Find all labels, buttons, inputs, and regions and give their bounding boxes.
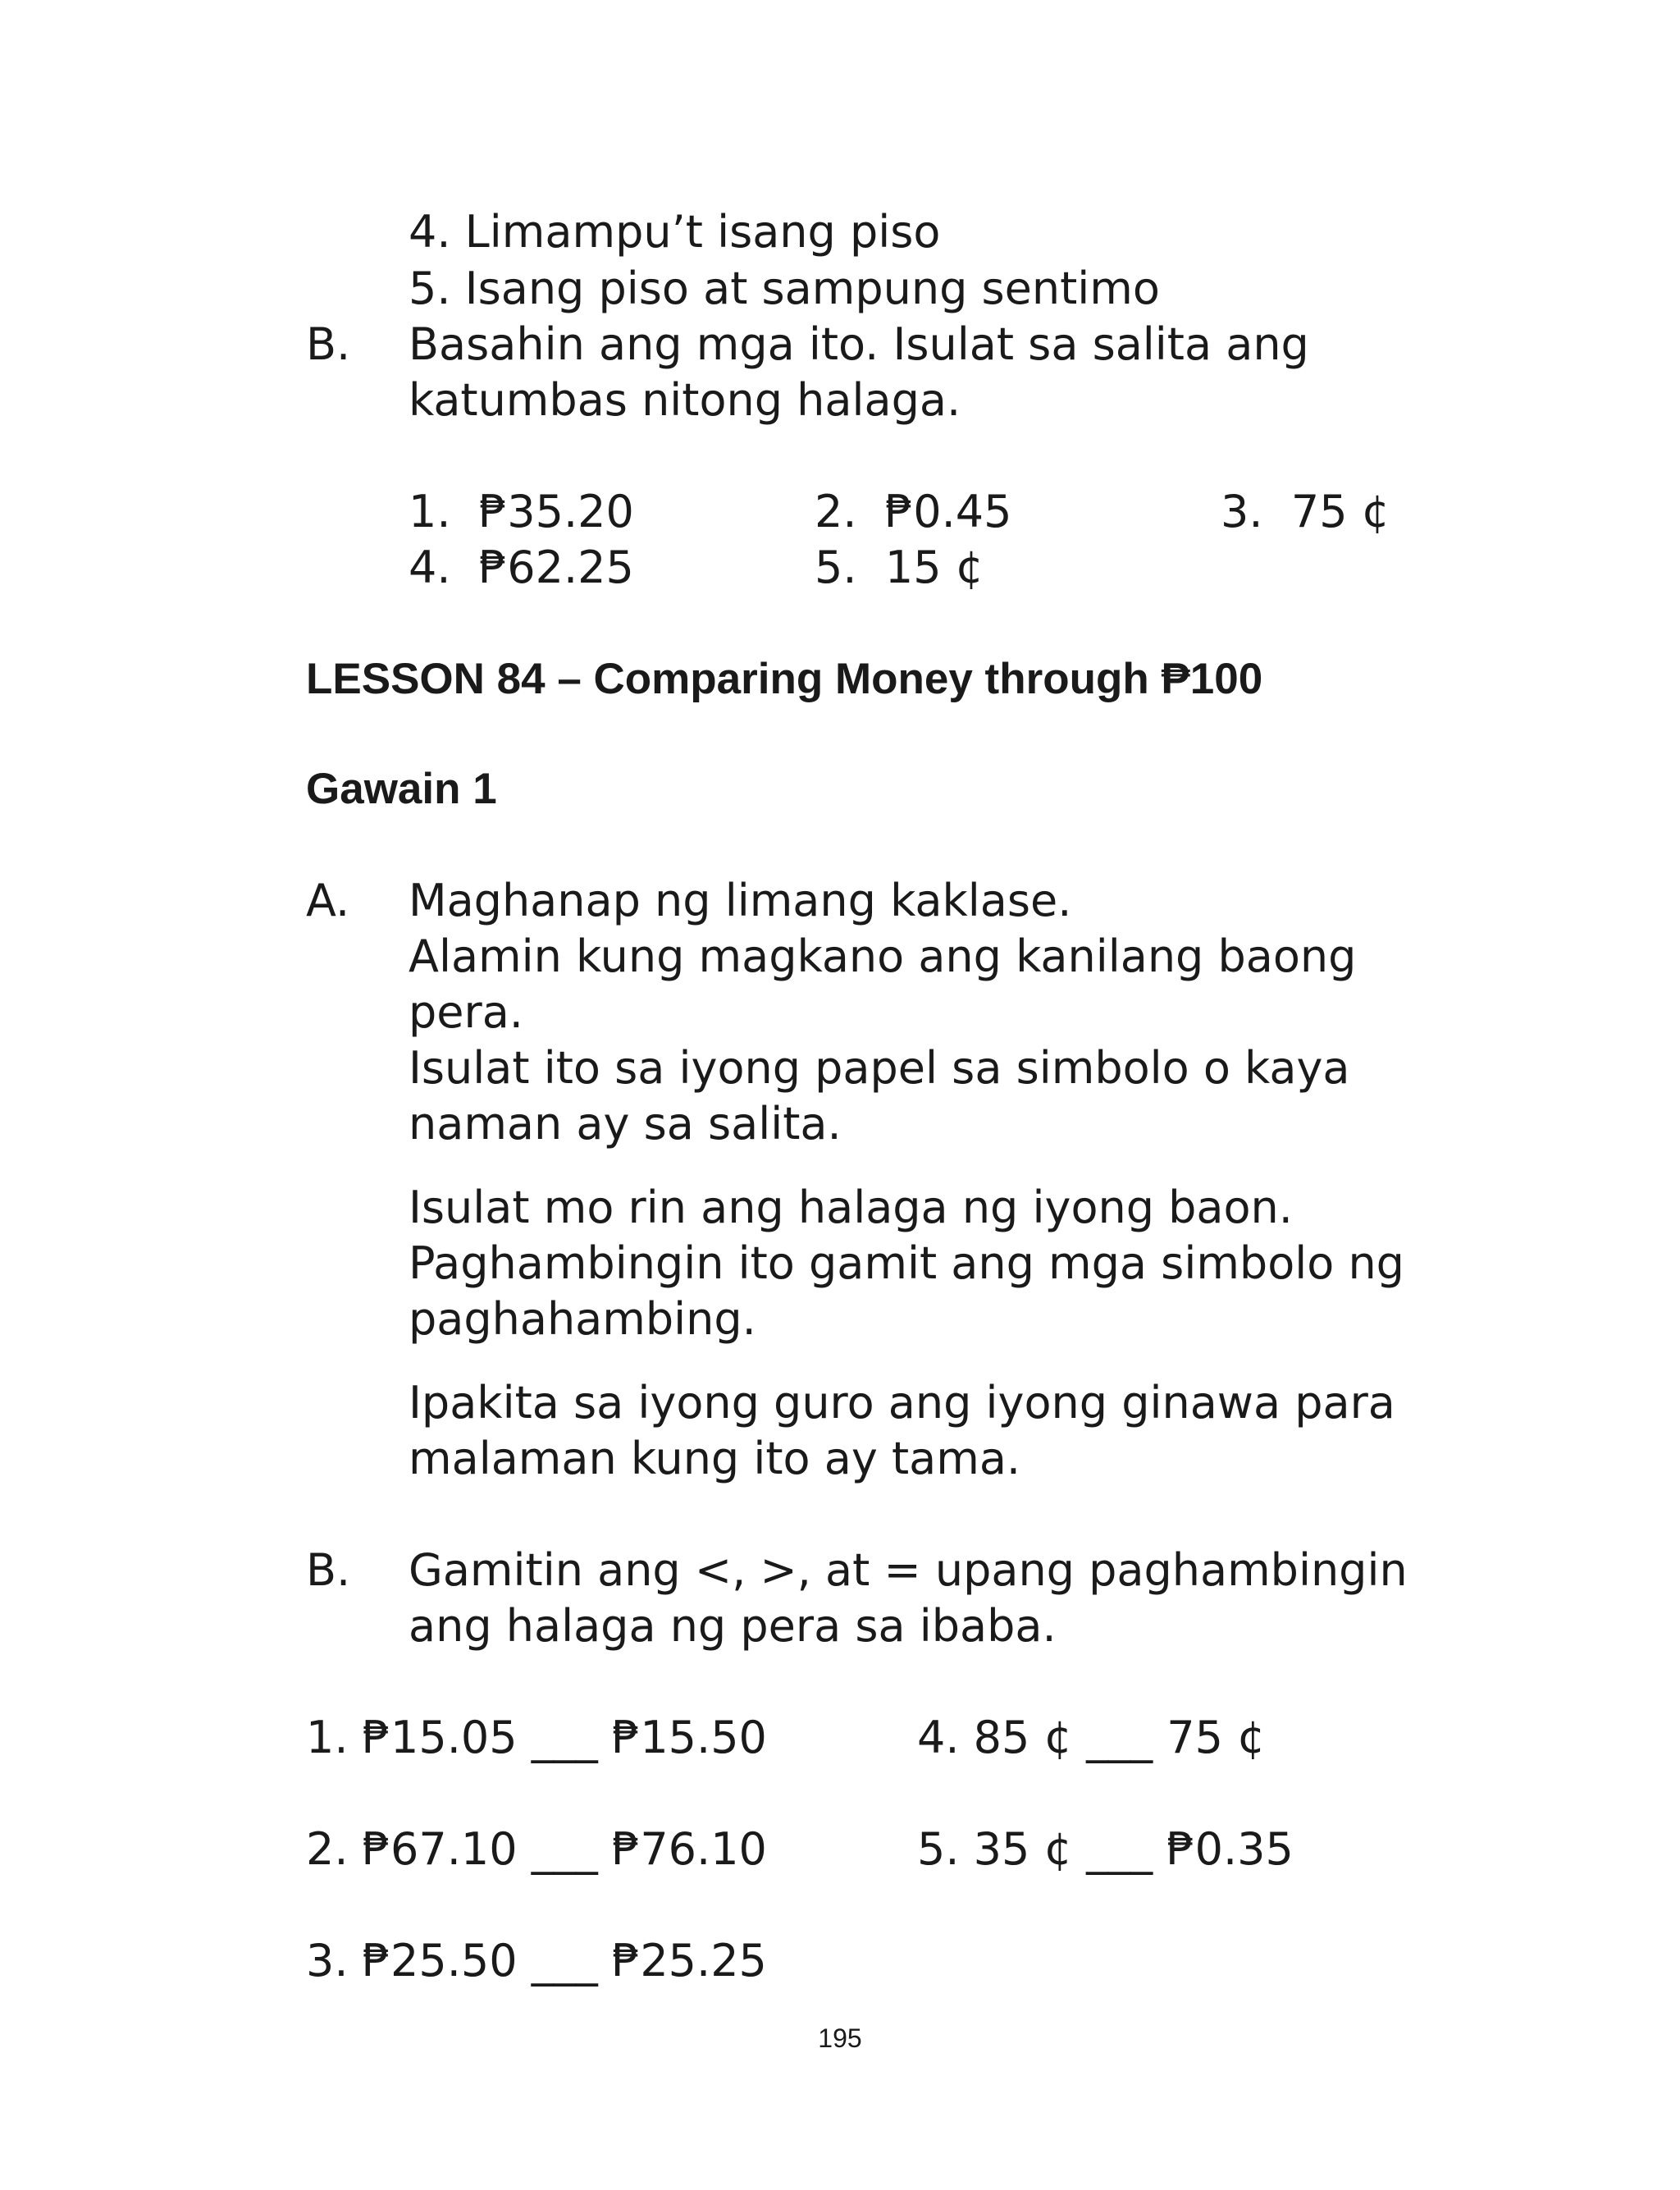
section-label-b: B. [306, 318, 351, 370]
instruction-text: katumbas nitong halaga. [409, 374, 961, 426]
value-item: 2. ₱0.45 [815, 486, 1012, 537]
comparison-item: 1. ₱15.05 ___ ₱15.50 [306, 1712, 767, 1763]
value-item: 1. ₱35.20 [409, 486, 634, 537]
comparison-item: 4. 85 ¢ ___ 75 ¢ [917, 1712, 1266, 1763]
instruction-text: pera. [409, 986, 523, 1038]
instruction-text: Basahin ang mga ito. Isulat sa salita ang [409, 318, 1309, 370]
page-number: 195 [818, 2023, 862, 2053]
value-item: 4. ₱62.25 [409, 542, 634, 593]
instruction-text: ang halaga ng pera sa ibaba. [409, 1600, 1057, 1652]
list-item: 4. Limampu’t isang piso [409, 206, 941, 258]
instruction-text: Ipakita sa iyong guro ang iyong ginawa para [409, 1377, 1395, 1429]
instruction-text: naman ay sa salita. [409, 1098, 842, 1150]
section-label-a: A. [306, 875, 350, 926]
section-label-b: B. [306, 1544, 351, 1596]
gawain-title: Gawain 1 [306, 765, 497, 813]
instruction-text: Isulat mo rin ang halaga ng iyong baon. [409, 1182, 1293, 1233]
instruction-text: malaman kung ito ay tama. [409, 1433, 1021, 1484]
comparison-item: 2. ₱67.10 ___ ₱76.10 [306, 1823, 767, 1875]
comparison-item: 3. ₱25.50 ___ ₱25.25 [306, 1935, 767, 1987]
instruction-text: Paghambingin ito gamit ang mga simbolo ng [409, 1237, 1404, 1289]
value-item: 3. 75 ¢ [1221, 486, 1390, 537]
instruction-text: Alamin kung magkano ang kanilang baong [409, 930, 1357, 982]
instruction-text: Gamitin ang <, >, at = upang paghambingin [409, 1544, 1408, 1596]
instruction-text: Isulat ito sa iyong papel sa simbolo o kaya [409, 1042, 1350, 1094]
instruction-text: paghahambing. [409, 1293, 756, 1345]
list-item: 5. Isang piso at sampung sentimo [409, 263, 1160, 314]
lesson-title: LESSON 84 – Comparing Money through ₱100 [306, 655, 1263, 703]
value-item: 5. 15 ¢ [815, 542, 984, 593]
instruction-text: Maghanap ng limang kaklase. [409, 875, 1072, 926]
comparison-item: 5. 35 ¢ ___ ₱0.35 [917, 1823, 1294, 1875]
